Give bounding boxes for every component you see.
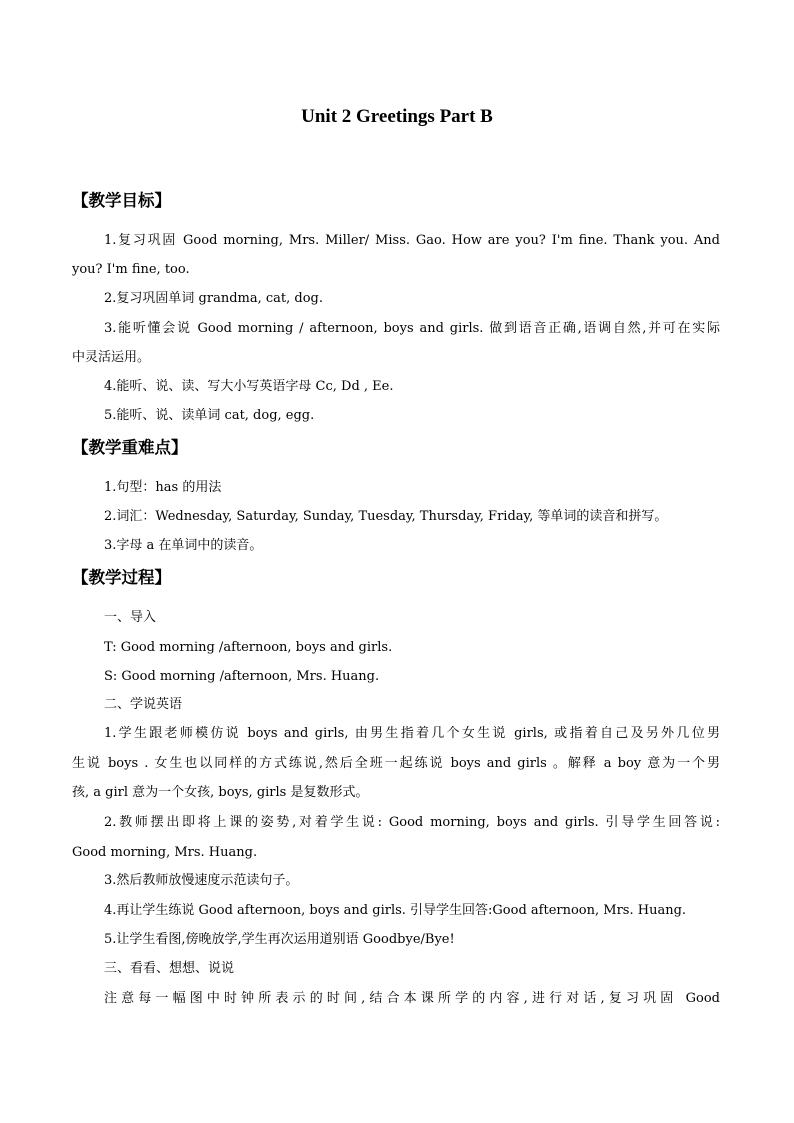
process-line: 一、导入 xyxy=(104,610,157,625)
process-line: 5.让学生看图,傍晚放学,学生再次运用道别语 Goodbye/Bye! xyxy=(104,932,455,947)
objective-line: 1.复习巩固 Good morning, Mrs. Miller/ Miss. Gao. How are you? I'm fine. Thank you. And xyxy=(104,233,720,248)
process-line: Good morning, Mrs. Huang. xyxy=(72,845,258,860)
objective-line: 5.能听、说、读单词 cat, dog, egg. xyxy=(104,408,315,423)
key-point-line: 1.句型：has 的用法 xyxy=(104,480,222,495)
section-heading-key-points: 【教学重难点】 xyxy=(72,438,188,457)
objective-line: 4.能听、说、读、写大小写英语字母 Cc, Dd , Ee. xyxy=(104,379,394,394)
process-line: 2.教师摆出即将上课的姿势,对着学生说: Good morning, boys and girls. 引导学生回答说: xyxy=(104,815,720,830)
objective-line: you? I'm fine, too. xyxy=(72,262,190,277)
process-line: 三、看看、想想、说说 xyxy=(104,961,235,976)
process-line: 孩, a girl 意为一个女孩, boys, girls 是复数形式。 xyxy=(72,785,369,800)
process-line: S: Good morning /afternoon, Mrs. Huang. xyxy=(104,669,380,684)
process-line: 1.学生跟老师模仿说 boys and girls, 由男生指着几个女生说 girls, 或指着自己及另外几位男 xyxy=(104,726,720,741)
process-line: 4.再让学生练说 Good afternoon, boys and girls. 引导学生回答:Good afternoon, Mrs. Huang. xyxy=(104,903,687,918)
process-line: 二、学说英语 xyxy=(104,697,183,712)
objective-line: 3.能听懂会说 Good morning / afternoon, boys and girls. 做到语音正确,语调自然,并可在实际 xyxy=(104,321,720,336)
key-point-line: 3.字母 a 在单词中的读音。 xyxy=(104,538,263,553)
section-heading-objectives: 【教学目标】 xyxy=(72,191,171,210)
objective-line: 中灵活运用。 xyxy=(72,350,151,365)
process-line: T: Good morning /afternoon, boys and girls. xyxy=(104,640,393,655)
key-point-line: 2.词汇：Wednesday, Saturday, Sunday, Tuesday, Thursday, Friday, 等单词的读音和拼写。 xyxy=(104,509,668,524)
process-line: 3.然后教师放慢速度示范读句子。 xyxy=(104,873,299,888)
section-heading-process: 【教学过程】 xyxy=(72,568,171,587)
process-line: 生说 boys . 女生也以同样的方式练说,然后全班一起练说 boys and girls 。解释 a boy 意为一个男 xyxy=(72,756,720,771)
page-title: Unit 2 Greetings Part B xyxy=(301,106,493,127)
objective-line: 2.复习巩固单词 grandma, cat, dog. xyxy=(104,291,323,306)
process-line: 注意每一幅图中时钟所表示的时间,结合本课所学的内容,进行对话,复习巩固 Good xyxy=(104,991,720,1006)
